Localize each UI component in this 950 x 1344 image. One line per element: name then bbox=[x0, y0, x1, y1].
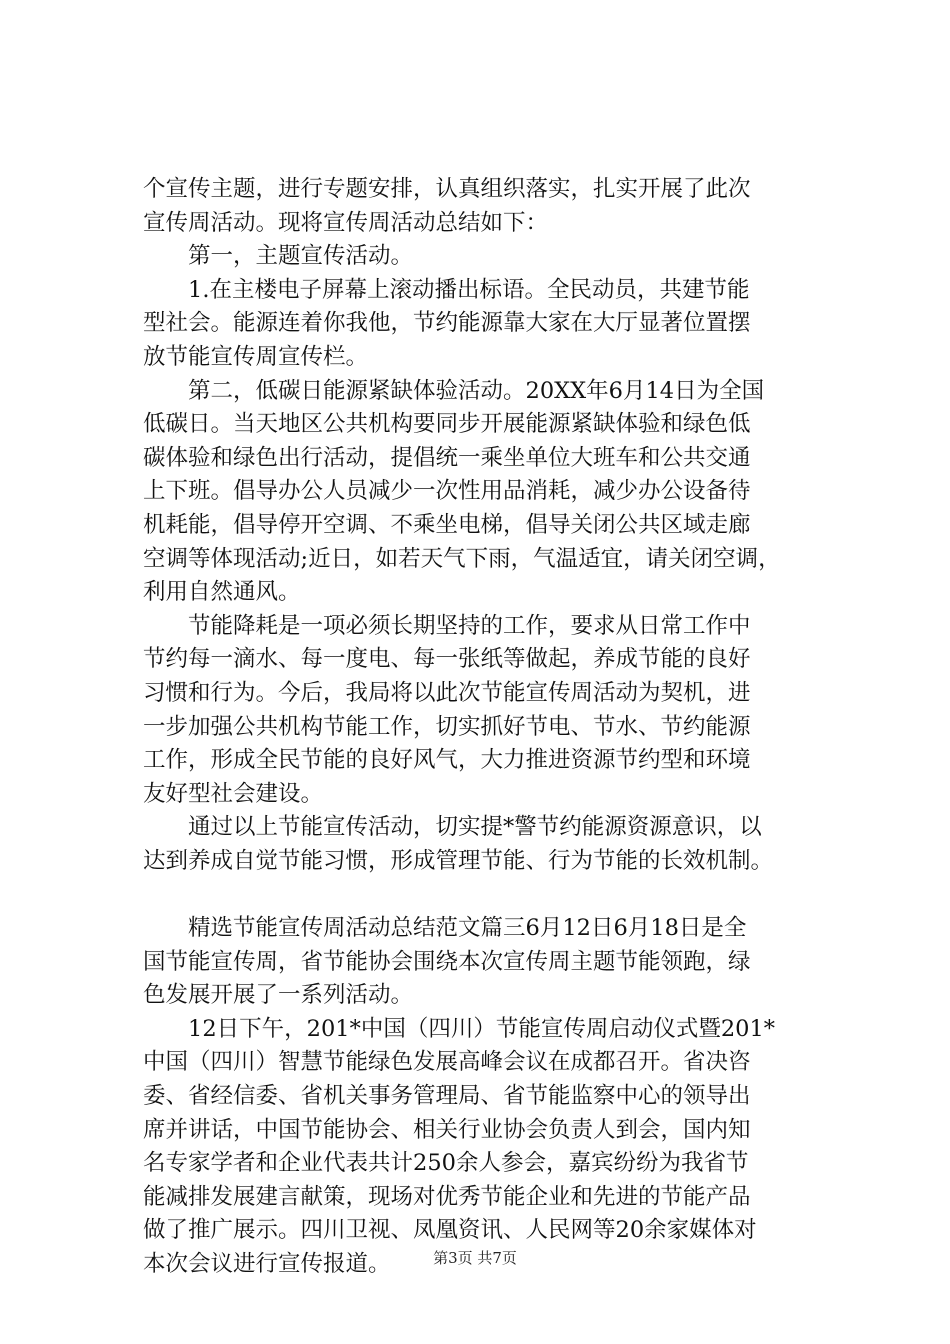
text-line: 通过以上节能宣传活动，切实提*警节约能源资源意识，以 bbox=[143, 814, 762, 841]
text-line: 色发展开展了一系列活动。 bbox=[143, 982, 414, 1009]
paragraph-gap bbox=[143, 878, 833, 912]
text-line: 委、省经信委、省机关事务管理局、省节能监察中心的领导出 bbox=[143, 1083, 751, 1110]
text-line: 节能降耗是一项必须长期坚持的工作，要求从日常工作中 bbox=[143, 612, 751, 639]
text-line: 1.在主楼电子屏幕上滚动播出标语。全民动员，共建节能 bbox=[143, 276, 750, 303]
text-line: 第二，低碳日能源紧缺体验活动。20XX年6月14日为全国 bbox=[143, 377, 765, 404]
text-line: 工作，形成全民节能的良好风气，大力推进资源节约型和环境 bbox=[143, 747, 751, 774]
text-line: 国节能宣传周，省节能协会围绕本次宣传周主题节能领跑，绿 bbox=[143, 948, 751, 975]
text-line: 精选节能宣传周活动总结范文篇三6月12日6月18日是全 bbox=[143, 915, 747, 942]
text-line: 本次会议进行宣传报道。 bbox=[143, 1251, 391, 1277]
text-line: 友好型社会建设。 bbox=[143, 780, 324, 807]
text-line: 型社会。能源连着你我他，节约能源靠大家在大厅显著位置摆 bbox=[143, 310, 751, 337]
text-line: 碳体验和绿色出行活动，提倡统一乘坐单位大班车和公共交通 bbox=[143, 444, 751, 471]
page-footer: 第3页 共7页 bbox=[433, 1249, 517, 1267]
text-line: 宣传周活动。现将宣传周活动总结如下： bbox=[143, 209, 549, 236]
text-line: 名专家学者和企业代表共计250余人参会，嘉宾纷纷为我省节 bbox=[143, 1150, 749, 1177]
text-line: 节约每一滴水、每一度电、每一张纸等做起，养成节能的良好 bbox=[143, 646, 751, 673]
text-line: 12日下午，201*中国（四川）节能宣传周启动仪式暨201* bbox=[143, 1015, 776, 1042]
text-line: 第一，主题宣传活动。 bbox=[143, 243, 414, 270]
text-line: 席并讲话，中国节能协会、相关行业协会负责人到会，国内知 bbox=[143, 1116, 751, 1143]
text-line: 利用自然通风。 bbox=[143, 579, 301, 606]
text-line: 一步加强公共机构节能工作，切实抓好节电、节水、节约能源 bbox=[143, 713, 751, 740]
text-line: 低碳日。当天地区公共机构要同步开展能源紧缺体验和绿色低 bbox=[143, 411, 751, 438]
text-line: 中国（四川）智慧节能绿色发展高峰会议在成都召开。省决咨 bbox=[143, 1049, 751, 1076]
text-line: 达到养成自觉节能习惯，形成管理节能、行为节能的长效机制。 bbox=[143, 847, 774, 874]
text-line: 能减排发展建言献策，现场对优秀节能企业和先进的节能产品 bbox=[143, 1183, 751, 1210]
text-line: 上下班。倡导办公人员减少一次性用品消耗，减少办公设备待 bbox=[143, 478, 751, 505]
text-line: 个宣传主题，进行专题安排，认真组织落实，扎实开展了此次 bbox=[143, 176, 751, 202]
text-line: 空调等体现活动;近日，如若天气下雨，气温适宜，请关闭空调， bbox=[143, 545, 781, 572]
text-line: 放节能宣传周宣传栏。 bbox=[143, 343, 369, 370]
text-line: 习惯和行为。今后，我局将以此次节能宣传周活动为契机，进 bbox=[143, 679, 751, 706]
text-line: 做了推广展示。四川卫视、凤凰资讯、人民网等20余家媒体对 bbox=[143, 1217, 757, 1244]
text-line: 机耗能，倡导停开空调、不乘坐电梯，倡导关闭公共区域走廊 bbox=[143, 511, 751, 538]
document-body bbox=[143, 173, 833, 1282]
